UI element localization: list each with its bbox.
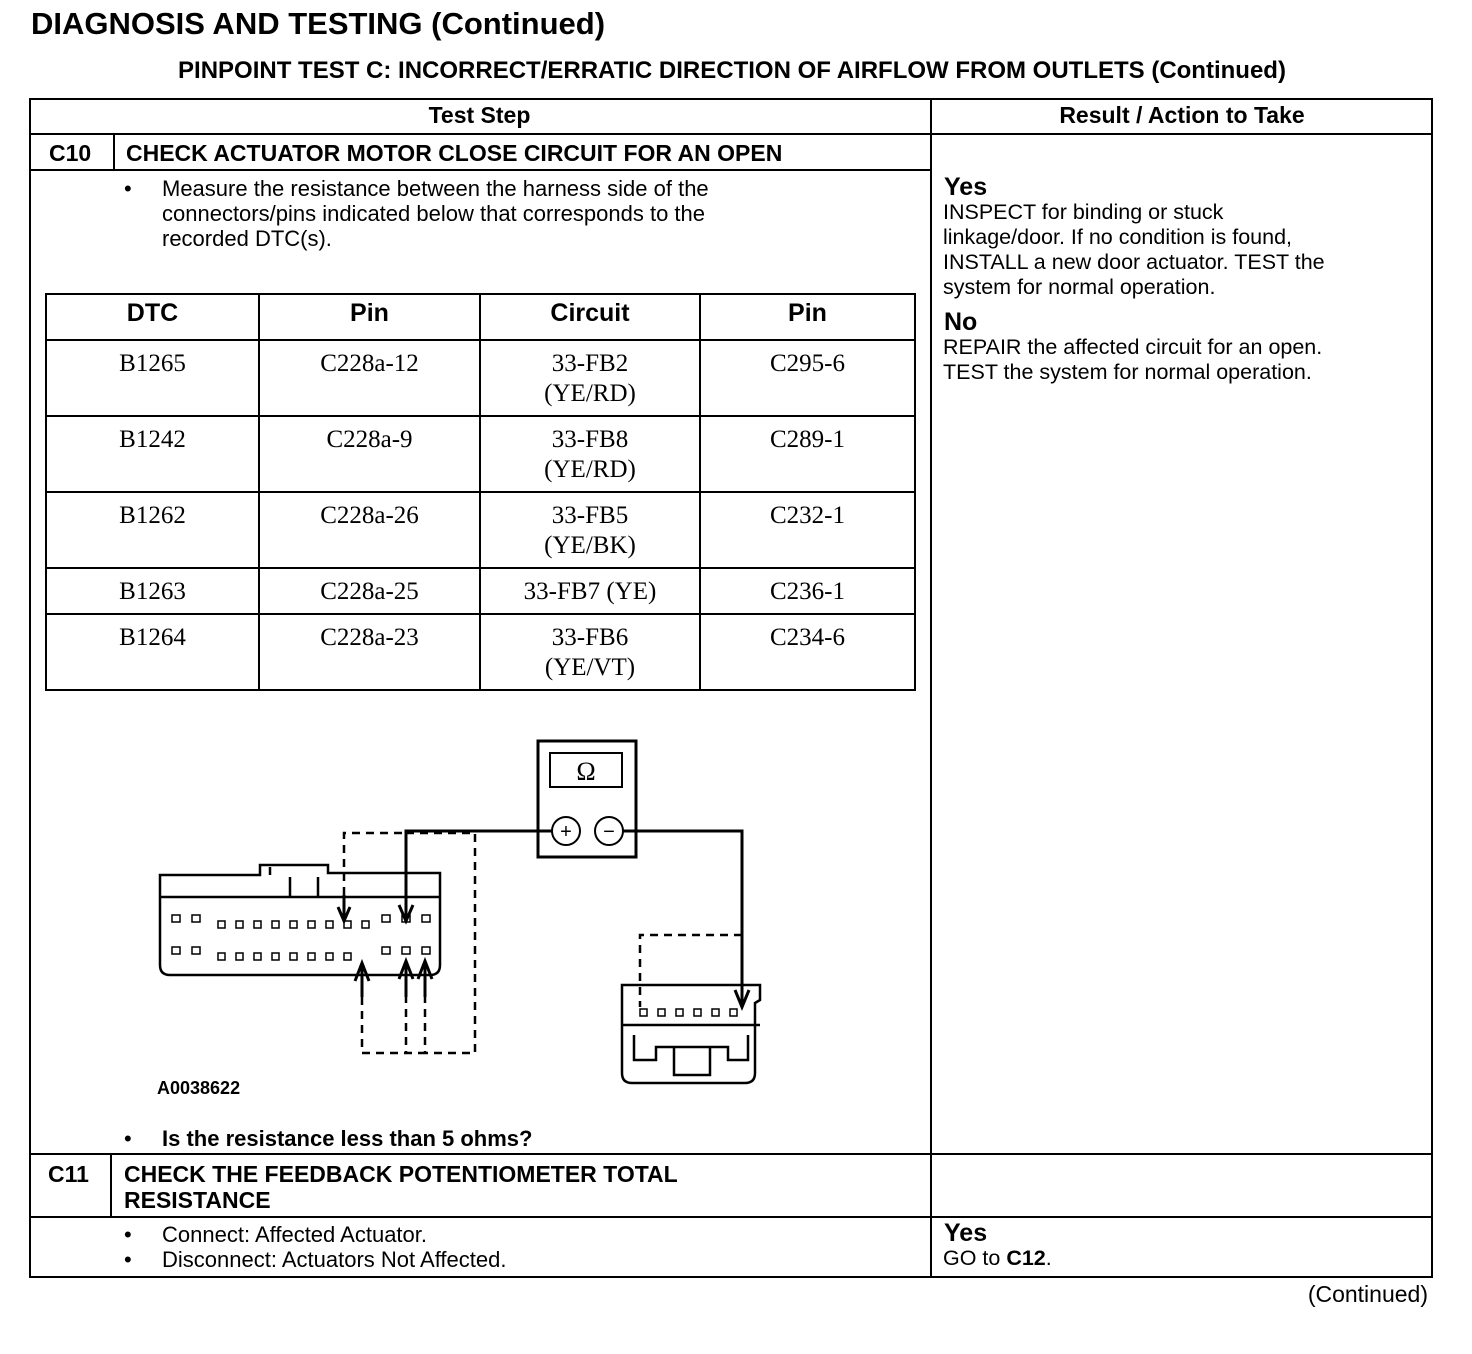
dtc-col-header: DTC — [46, 294, 259, 340]
circuit-cell — [480, 614, 700, 690]
c10-instruction-line-3: recorded DTC(s). — [162, 226, 332, 251]
bullet-icon: • — [124, 1222, 132, 1247]
c10-yes-line-3: INSTALL a new door actuator. TEST the — [943, 250, 1325, 274]
table-row — [46, 614, 915, 690]
ohmmeter-icon — [538, 741, 636, 857]
pin-cell: C228a-9 — [259, 416, 480, 492]
pin-col-header: Pin — [700, 294, 915, 340]
dtc-cell: B1262 — [46, 492, 259, 568]
step-title-c11-line-2: RESISTANCE — [124, 1187, 271, 1213]
c10-yes-line-1: INSPECT for binding or stuck — [943, 200, 1224, 224]
circuit-id: 33-FB6 — [551, 624, 629, 651]
table-row — [46, 492, 915, 568]
continued-label: (Continued) — [1307, 1281, 1428, 1307]
circuit-id: 33-FB2 — [551, 350, 629, 377]
dtc-cell: B1265 — [46, 340, 259, 416]
step-title-c10: CHECK ACTUATOR MOTOR CLOSE CIRCUIT FOR AN OPEN — [126, 140, 783, 166]
c11-yes-target-link[interactable]: C12 — [1006, 1246, 1046, 1270]
bullet-icon: • — [124, 176, 132, 201]
column-divider — [930, 98, 932, 1278]
c11-yes-suffix: . — [1045, 1246, 1052, 1270]
c11-yes-prefix: GO to — [943, 1246, 1007, 1270]
bullet-icon: • — [124, 1126, 132, 1151]
dtc-cell: B1263 — [46, 568, 259, 614]
step-id-c11: C11 — [48, 1161, 89, 1187]
c11-instruction-2: Disconnect: Actuators Not Affected. — [162, 1247, 507, 1272]
circuit-col-header: Circuit — [480, 294, 700, 340]
pinpoint-test-title: PINPOINT TEST C: INCORRECT/ERRATIC DIRECTION OF AIRFLOW FROM OUTLETS (Continued) — [178, 57, 1286, 84]
pin-cell: C228a-12 — [259, 340, 480, 416]
c10-no-label: No — [944, 308, 978, 336]
wire-color: (YE/BK) — [544, 532, 636, 559]
table-row — [46, 568, 915, 614]
bullet-icon: • — [124, 1247, 132, 1272]
c11-instruction-1: Connect: Affected Actuator. — [162, 1222, 427, 1247]
step-id-c10: C10 — [49, 140, 92, 166]
c10-question: Is the resistance less than 5 ohms? — [162, 1126, 533, 1151]
circuit-cell — [480, 492, 700, 568]
circuit-cell — [480, 340, 700, 416]
circuit-id: 33-FB8 — [551, 426, 629, 453]
c10-no-line-2: TEST the system for normal operation. — [943, 360, 1312, 384]
header-divider — [29, 133, 1433, 135]
circuit-cell: 33-FB7 (YE) — [480, 568, 700, 614]
c11-title-divider — [29, 1216, 1433, 1218]
pin-cell: C234-6 — [700, 614, 915, 690]
c10-no-line-1: REPAIR the affected circuit for an open. — [943, 335, 1323, 359]
page-title: DIAGNOSIS AND TESTING (Continued) — [31, 6, 606, 41]
minus-terminal: − — [603, 821, 615, 843]
header-result-action: Result / Action to Take — [1059, 102, 1305, 128]
pin-cell: C236-1 — [700, 568, 915, 614]
pin-cell: C289-1 — [700, 416, 915, 492]
connector-c228a-icon — [160, 865, 440, 975]
pin-cell: C228a-26 — [259, 492, 480, 568]
figure-id: A0038622 — [157, 1078, 241, 1098]
c11-yes-action — [943, 1246, 1052, 1271]
c10-instruction-line-2: connectors/pins indicated below that corresponds to the — [162, 201, 705, 226]
c11-yes-label: Yes — [944, 1219, 988, 1247]
ohmmeter-connector-diagram — [150, 735, 770, 1090]
step-title-c11-line-1: CHECK THE FEEDBACK POTENTIOMETER TOTAL — [124, 1161, 678, 1187]
c10-instruction-line-1: Measure the resistance between the harness side of the — [162, 176, 709, 201]
c10-yes-line-2: linkage/door. If no condition is found, — [943, 225, 1293, 249]
header-test-step: Test Step — [428, 102, 531, 128]
dtc-pin-table — [45, 293, 916, 691]
c11-separator — [29, 1153, 1433, 1155]
wire-color: (YE/RD) — [544, 380, 636, 407]
table-row — [46, 416, 915, 492]
c11-id-divider — [110, 1154, 112, 1217]
c10-yes-label: Yes — [944, 173, 988, 201]
dtc-cell: B1242 — [46, 416, 259, 492]
pin-cell: C228a-23 — [259, 614, 480, 690]
pin-cell: C295-6 — [700, 340, 915, 416]
wire-color: (YE/RD) — [544, 456, 636, 483]
pin-col-header: Pin — [259, 294, 480, 340]
c10-title-divider — [29, 169, 931, 171]
dashed-alternate-leads — [344, 833, 742, 1053]
probe-arrows-up — [338, 895, 432, 997]
plus-terminal: + — [560, 821, 572, 843]
c10-id-divider — [113, 133, 115, 170]
probe-arrows — [399, 885, 749, 1007]
circuit-id: 33-FB5 — [551, 502, 629, 529]
ohm-symbol: Ω — [576, 757, 596, 786]
wire-color: (YE/VT) — [544, 654, 636, 681]
dtc-cell: B1264 — [46, 614, 259, 690]
pin-cell: C228a-25 — [259, 568, 480, 614]
c10-yes-line-4: system for normal operation. — [943, 275, 1216, 299]
table-row — [46, 340, 915, 416]
circuit-cell — [480, 416, 700, 492]
pin-cell: C232-1 — [700, 492, 915, 568]
